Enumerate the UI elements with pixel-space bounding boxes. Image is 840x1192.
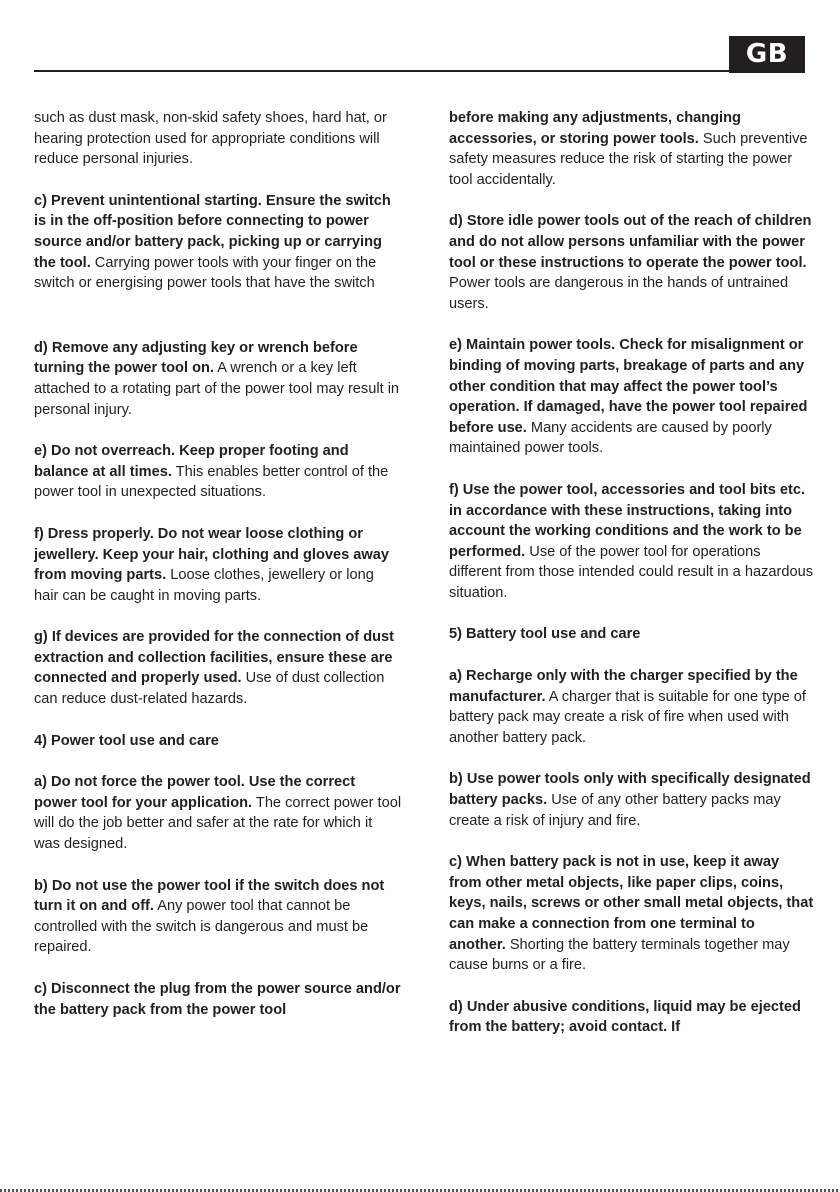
- right-column: [449, 108, 814, 1059]
- paragraph-maintain: e) Maintain power tools. Check for misalignment or binding of moving parts, breakage of parts and any other condition that may affect the power tool’s operation. If damaged, have the power tool repaired before use. Many accidents are caused by poorly maintained power tools.: [449, 337, 808, 457]
- paragraph-metal-objects: c) When battery pack is not in use, keep it away from other metal objects, like paper clips, coins, keys, nails, screws or other small metal objects, that can make a connection from one terminal to another. Shorting the battery terminals together may cause burns or a fire.: [449, 854, 814, 974]
- paragraph-prevent-starting: c) Prevent unintentional starting. Ensure the switch is in the off-position before connecting to power source and/or battery pack, picking up or carrying the tool. Carrying power tools with your finger on the switch or energising power tools that have the switch: [34, 192, 391, 292]
- paragraph-abusive-conditions: d) Under abusive conditions, liquid may be ejected from the battery; avoid contact. If: [449, 998, 801, 1036]
- paragraph-overreach: e) Do not overreach. Keep proper footing and balance at all times. This enables better control of the power tool in unexpected situations.: [34, 443, 389, 501]
- section-heading-battery-tool-use: 5) Battery tool use and care: [449, 626, 641, 643]
- paragraph-dust-extraction: g) If devices are provided for the connection of dust extraction and collection facilities, ensure these are connected and properly used. Use of dust collection can reduce dust-related hazards.: [34, 629, 395, 708]
- language-badge: GB: [729, 36, 805, 73]
- paragraph-use-accordance: f) Use the power tool, accessories and tool bits etc. in accordance with these instructions, taking into account the working conditions and the work to be performed. Use of the power tool for operations different from those intended could result in a hazardous situation.: [449, 481, 813, 601]
- paragraph-remove-key: d) Remove any adjusting key or wrench before turning the power tool on. A wrench or a key left attached to a rotating part of the power tool may result in personal injury.: [34, 339, 400, 418]
- paragraph-disconnect-continued: before making any adjustments, changing accessories, or storing power tools. Such preventive safety measures reduce the risk of starting the power tool accidentally.: [449, 110, 808, 188]
- header-rule: [34, 70, 730, 72]
- section-heading-power-tool-use: 4) Power tool use and care: [34, 732, 219, 749]
- paragraph-store-idle: d) Store idle power tools out of the reach of children and do not allow persons unfamiliar with the power tool or these instructions to operate the power tool. Power tools are dangerous in the hands of untrained users.: [449, 213, 812, 312]
- paragraph-disconnect-plug: c) Disconnect the plug from the power source and/or the battery pack from the power tool: [34, 981, 401, 1018]
- paragraph-switch: b) Do not use the power tool if the switch does not turn it on and off. Any power tool that cannot be controlled with the switch is dangerous and must be repaired.: [34, 877, 385, 956]
- paragraph-dress-properly: f) Dress properly. Do not wear loose clothing or jewellery. Keep your hair, clothing and gloves away from moving parts. Loose clothes, jewellery or long hair can be caught in moving parts.: [34, 525, 389, 604]
- blank-gap: [34, 315, 402, 338]
- paragraph-do-not-force: a) Do not force the power tool. Use the correct power tool for your application. The correct power tool will do the job better and safer at the rate for which it was designed.: [34, 774, 402, 853]
- paragraph-designated-packs: b) Use power tools only with specifically designated battery packs. Use of any other battery packs may create a risk of injury and fire.: [449, 771, 811, 829]
- paragraph-recharge: a) Recharge only with the charger specified by the manufacturer. A charger that is suitable for one type of battery pack may create a risk of fire when used with another battery pack.: [449, 668, 806, 746]
- paragraph-ppe-continued: such as dust mask, non-skid safety shoes, hard hat, or hearing protection used for appropriate conditions will reduce personal injuries.: [34, 110, 387, 168]
- left-column: [34, 108, 402, 1041]
